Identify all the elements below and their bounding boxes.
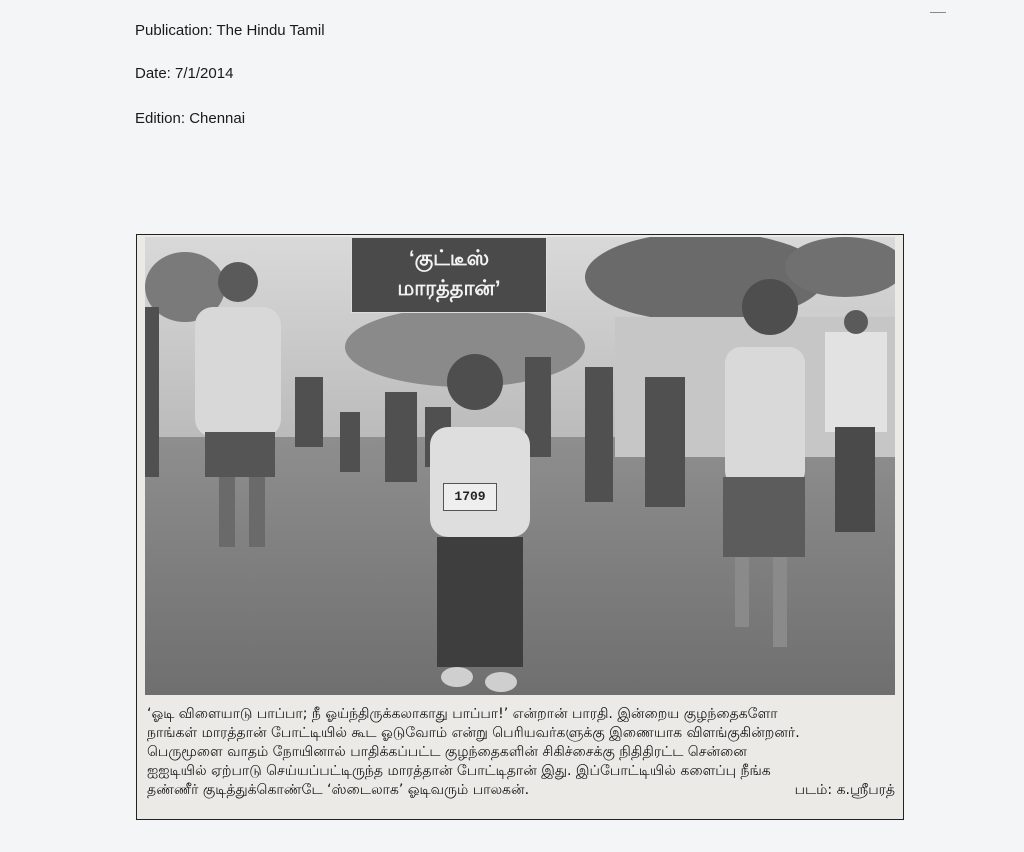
race-bib: 1709 (443, 483, 497, 511)
banner-line-2: மாரத்தான்’ (397, 277, 501, 300)
caption-line: ‘ஓடி விளையாடு பாப்பா; நீ ஓய்ந்திருக்கலாகாது பாப்பா!’ என்றான் பாரதி. இன்றைய குழந்தைகளோ (147, 706, 778, 722)
caption-line: ஐஐடியில் ஏற்பாடு செய்யப்பட்டிருந்த மாரத்தான் போட்டிதான் இது. இப்போட்டியில் களைப்பு நீங்க (147, 763, 771, 779)
date-label: Date: 7/1/2014 (135, 65, 234, 82)
publication-label: Publication: The Hindu Tamil (135, 22, 325, 39)
caption-line: தண்ணீர் குடித்துக்கொண்டே ‘ஸ்டைலாக’ ஓடிவரும் பாலகன். (147, 782, 530, 798)
banner-line-1: ‘குட்டீஸ் (408, 247, 490, 270)
scan-mark (930, 12, 946, 13)
newspaper-clipping (136, 234, 904, 820)
edition-label: Edition: Chennai (135, 110, 246, 127)
photo-caption (147, 705, 895, 800)
photo-credit: படம்: க.ஸ்ரீபரத் (794, 782, 895, 798)
caption-line: நாங்கள் மாரத்தான் போட்டியில் கூட ஓடுவோம் என்று பெரியவர்களுக்கு இணையாக விளங்குகின்றனர். (147, 725, 800, 741)
marathon-photo (145, 237, 895, 695)
caption-line-last (147, 781, 895, 800)
caption-line: பெருமூளை வாதம் நோயினால் பாதிக்கப்பட்ட குழந்தைகளின் சிகிச்சைக்கு நிதிதிரட்ட சென்னை (147, 744, 747, 760)
kutties-marathon-banner (351, 237, 547, 313)
